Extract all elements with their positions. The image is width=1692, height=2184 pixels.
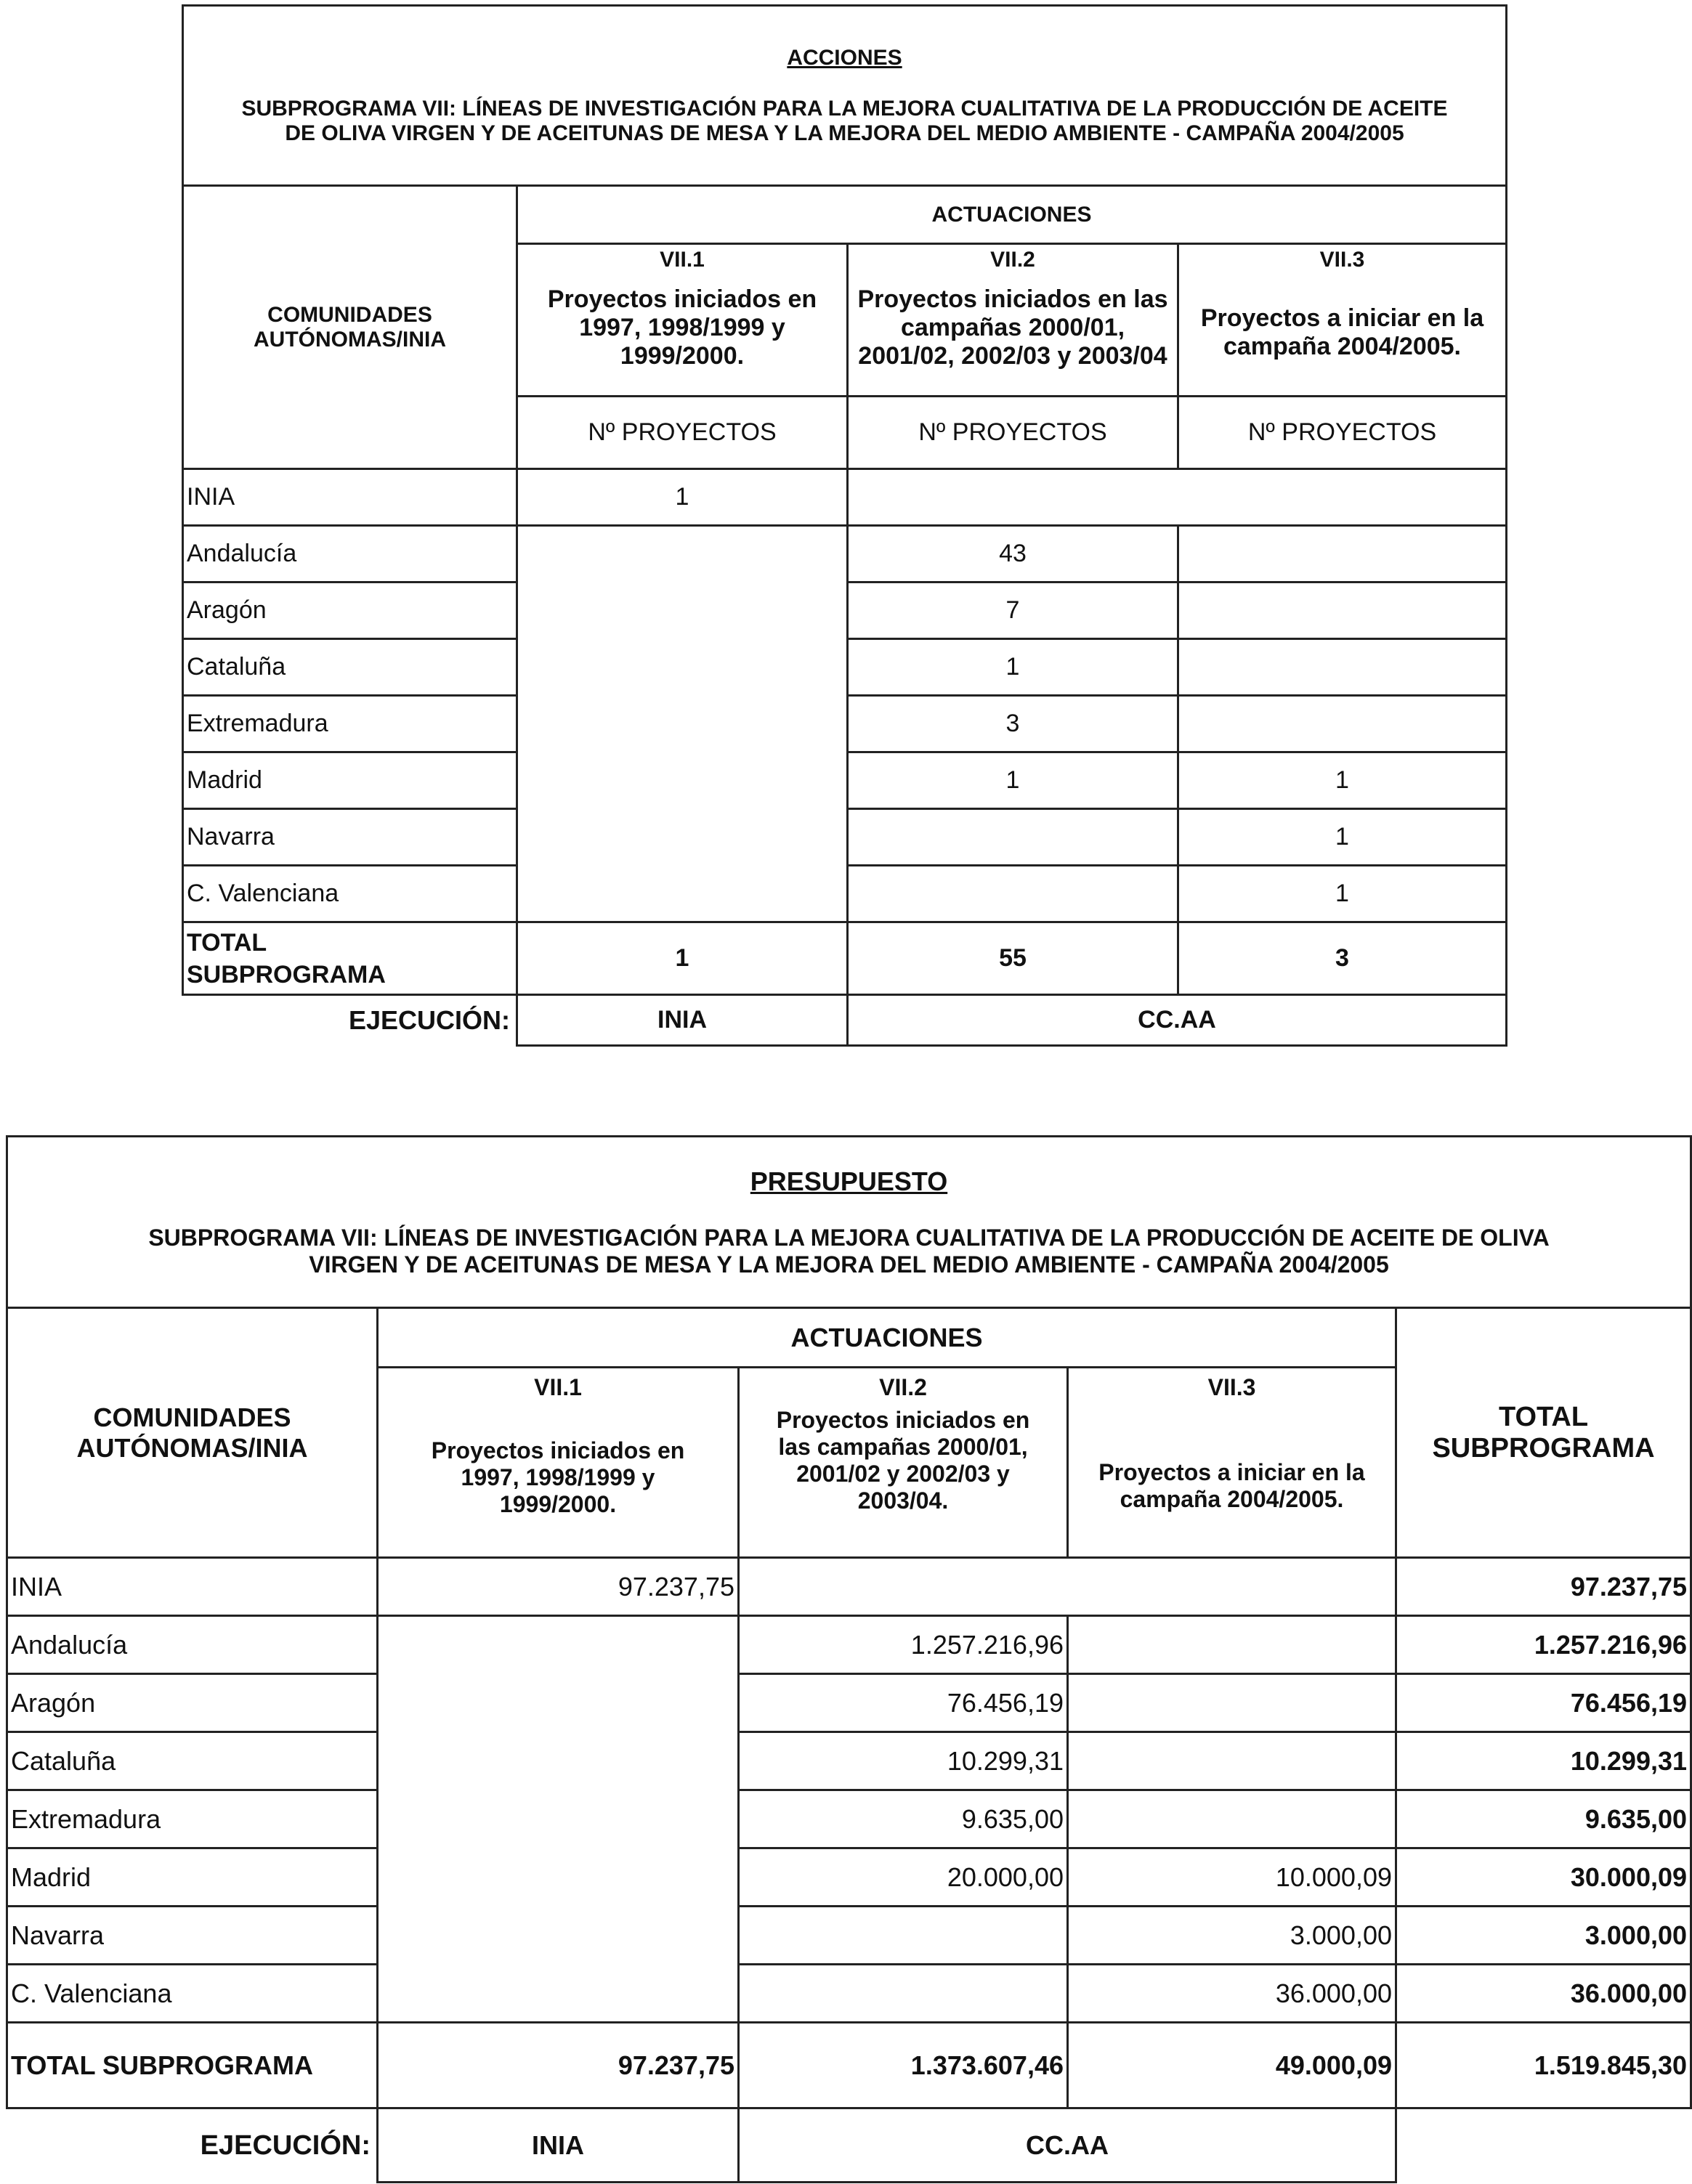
presupuesto-vii3-header bbox=[1068, 1368, 1396, 1558]
acciones-vii2-desc-l1: Proyectos iniciados en las bbox=[857, 285, 1168, 313]
row-value-vii3 bbox=[1178, 696, 1507, 752]
row-value-vii3: 3.000,00 bbox=[1068, 1907, 1396, 1965]
row-name: Andalucía bbox=[183, 526, 517, 582]
row-value-vii3 bbox=[1068, 1790, 1396, 1848]
row-name: Navarra bbox=[183, 809, 517, 866]
row-value-vii2: 1.257.216,96 bbox=[739, 1616, 1068, 1674]
acciones-vii1-code: VII.1 bbox=[660, 248, 705, 272]
acciones-region-header bbox=[183, 186, 517, 469]
ejecucion-inia: INIA bbox=[517, 995, 848, 1046]
total-vii3: 3 bbox=[1178, 922, 1507, 995]
ejecucion-label: EJECUCIÓN: bbox=[183, 995, 517, 1046]
presupuesto-region-header-l1: COMUNIDADES bbox=[93, 1402, 291, 1432]
acciones-vii1-unit: Nº PROYECTOS bbox=[517, 397, 848, 469]
row-name: Cataluña bbox=[7, 1732, 378, 1790]
ejecucion-inia: INIA bbox=[378, 2108, 739, 2183]
row-name: Madrid bbox=[7, 1848, 378, 1907]
row-total: 10.299,31 bbox=[1396, 1732, 1691, 1790]
acciones-vii2-desc-l2: campañas 2000/01, bbox=[900, 314, 1125, 341]
acciones-title-cell bbox=[183, 6, 1507, 186]
row-value-vii1: 1 bbox=[517, 469, 848, 526]
row-name: Navarra bbox=[7, 1907, 378, 1965]
presupuesto-subtitle-line1: SUBPROGRAMA VII: LÍNEAS DE INVESTIGACIÓN PARA LA MEJORA CUALITATIVA DE LA PRODUCCIÓN DE ACEITE DE OLIVA bbox=[148, 1224, 1550, 1251]
row-value-vii3 bbox=[1068, 1674, 1396, 1732]
row-value-vii2-vii3 bbox=[848, 469, 1507, 526]
row-name: Extremadura bbox=[183, 696, 517, 752]
presupuesto-vii2-desc-l2: las campañas 2000/01, bbox=[778, 1434, 1028, 1460]
row-value-vii3 bbox=[1178, 526, 1507, 582]
row-total: 1.257.216,96 bbox=[1396, 1616, 1691, 1674]
total-vii3: 49.000,09 bbox=[1068, 2023, 1396, 2108]
row-total: 30.000,09 bbox=[1396, 1848, 1691, 1907]
presupuesto-heading: PRESUPUESTO bbox=[750, 1166, 948, 1196]
row-value-vii3: 1 bbox=[1178, 866, 1507, 922]
row-value-vii1: 97.237,75 bbox=[378, 1558, 739, 1616]
acciones-vii2-header bbox=[848, 244, 1178, 397]
presupuesto-vii1-code: VII.1 bbox=[534, 1374, 582, 1400]
row-value-vii3: 1 bbox=[1178, 809, 1507, 866]
acciones-actuaciones-header: ACTUACIONES bbox=[517, 186, 1507, 244]
total-row bbox=[7, 2023, 1691, 2108]
table-row bbox=[7, 1674, 1691, 1732]
presupuesto-table bbox=[6, 1135, 1692, 2183]
table-row bbox=[7, 1558, 1691, 1616]
row-total: 3.000,00 bbox=[1396, 1907, 1691, 1965]
ejecucion-row bbox=[183, 995, 1507, 1046]
row-value-vii2: 1 bbox=[848, 639, 1178, 696]
ejecucion-blank bbox=[1396, 2108, 1691, 2183]
total-vii1: 97.237,75 bbox=[378, 2023, 739, 2108]
ejecucion-row bbox=[7, 2108, 1691, 2183]
presupuesto-vii3-desc-l2: campaña 2004/2005. bbox=[1120, 1486, 1344, 1512]
ejecucion-ccaa: CC.AA bbox=[848, 995, 1507, 1046]
presupuesto-vii2-code: VII.2 bbox=[879, 1374, 927, 1400]
total-label-l1: TOTAL bbox=[187, 928, 267, 957]
acciones-vii3-code: VII.3 bbox=[1319, 248, 1365, 272]
row-value-vii2: 76.456,19 bbox=[739, 1674, 1068, 1732]
ejecucion-label: EJECUCIÓN: bbox=[7, 2108, 378, 2183]
row-total: 36.000,00 bbox=[1396, 1965, 1691, 2023]
acciones-vii1-desc-l3: 1999/2000. bbox=[620, 342, 745, 370]
acciones-vii3-header bbox=[1178, 244, 1507, 397]
row-value-vii2 bbox=[848, 866, 1178, 922]
total-vii1: 1 bbox=[517, 922, 848, 995]
table-row bbox=[7, 1790, 1691, 1848]
row-total: 97.237,75 bbox=[1396, 1558, 1691, 1616]
presupuesto-region-header-l2: AUTÓNOMAS/INIA bbox=[76, 1432, 308, 1463]
ejecucion-ccaa: CC.AA bbox=[739, 2108, 1396, 2183]
row-total: 76.456,19 bbox=[1396, 1674, 1691, 1732]
total-vii2: 55 bbox=[848, 922, 1178, 995]
row-name: Madrid bbox=[183, 752, 517, 809]
total-label-l2: SUBPROGRAMA bbox=[187, 960, 386, 989]
presupuesto-total-header-l2: SUBPROGRAMA bbox=[1432, 1432, 1655, 1464]
row-name: C. Valenciana bbox=[183, 866, 517, 922]
acciones-vii1-desc-l2: 1997, 1998/1999 y bbox=[579, 314, 785, 341]
presupuesto-vii1-desc-l2: 1997, 1998/1999 y bbox=[461, 1464, 655, 1490]
row-value-vii1-merged bbox=[378, 1616, 739, 2023]
presupuesto-vii2-header bbox=[739, 1368, 1068, 1558]
row-value-vii1-merged bbox=[517, 526, 848, 922]
total-label bbox=[183, 922, 517, 995]
row-value-vii2 bbox=[739, 1965, 1068, 2023]
row-value-vii2 bbox=[739, 1907, 1068, 1965]
row-value-vii3 bbox=[1178, 639, 1507, 696]
acciones-subtitle-line2: DE OLIVA VIRGEN Y DE ACEITUNAS DE MESA Y LA MEJORA DEL MEDIO AMBIENTE - CAMPAÑA 2004/2005 bbox=[285, 121, 1404, 145]
acciones-subtitle-line1: SUBPROGRAMA VII: LÍNEAS DE INVESTIGACIÓN PARA LA MEJORA CUALITATIVA DE LA PRODUCCIÓN DE ACEITE bbox=[241, 96, 1448, 121]
row-name: Aragón bbox=[183, 582, 517, 639]
presupuesto-title-cell bbox=[7, 1137, 1691, 1308]
table-row bbox=[7, 1907, 1691, 1965]
presupuesto-vii1-header bbox=[378, 1368, 739, 1558]
acciones-vii3-desc-l1: Proyectos a iniciar en la bbox=[1200, 304, 1484, 332]
presupuesto-vii1-desc-l3: 1999/2000. bbox=[499, 1491, 617, 1517]
total-row bbox=[183, 922, 1507, 995]
row-name: Extremadura bbox=[7, 1790, 378, 1848]
row-value-vii3 bbox=[1068, 1732, 1396, 1790]
row-value-vii2-vii3 bbox=[739, 1558, 1396, 1616]
presupuesto-total-header bbox=[1396, 1308, 1691, 1558]
table-row bbox=[7, 1965, 1691, 2023]
presupuesto-subtitle-line2: VIRGEN Y DE ACEITUNAS DE MESA Y LA MEJORA DEL MEDIO AMBIENTE - CAMPAÑA 2004/2005 bbox=[309, 1251, 1389, 1278]
row-value-vii3: 10.000,09 bbox=[1068, 1848, 1396, 1907]
acciones-vii3-desc-l2: campaña 2004/2005. bbox=[1223, 333, 1462, 360]
row-name: INIA bbox=[7, 1558, 378, 1616]
acciones-vii1-header bbox=[517, 244, 848, 397]
row-name: Cataluña bbox=[183, 639, 517, 696]
total-vii2: 1.373.607,46 bbox=[739, 2023, 1068, 2108]
presupuesto-vii1-desc-l1: Proyectos iniciados en bbox=[431, 1437, 685, 1464]
row-value-vii2: 7 bbox=[848, 582, 1178, 639]
total-all: 1.519.845,30 bbox=[1396, 2023, 1691, 2108]
acciones-vii3-unit: Nº PROYECTOS bbox=[1178, 397, 1507, 469]
table-row bbox=[183, 526, 1507, 582]
row-value-vii3 bbox=[1068, 1616, 1396, 1674]
table-row bbox=[7, 1848, 1691, 1907]
acciones-vii2-unit: Nº PROYECTOS bbox=[848, 397, 1178, 469]
row-value-vii2: 1 bbox=[848, 752, 1178, 809]
acciones-heading: ACCIONES bbox=[787, 45, 902, 70]
row-value-vii2 bbox=[848, 809, 1178, 866]
row-value-vii2: 20.000,00 bbox=[739, 1848, 1068, 1907]
presupuesto-vii2-desc-l1: Proyectos iniciados en bbox=[776, 1407, 1030, 1433]
table-row bbox=[7, 1616, 1691, 1674]
table-row bbox=[7, 1732, 1691, 1790]
row-value-vii3: 1 bbox=[1178, 752, 1507, 809]
row-value-vii3: 36.000,00 bbox=[1068, 1965, 1396, 2023]
acciones-table bbox=[182, 4, 1507, 1047]
row-value-vii2: 10.299,31 bbox=[739, 1732, 1068, 1790]
row-name: Andalucía bbox=[7, 1616, 378, 1674]
row-value-vii2: 9.635,00 bbox=[739, 1790, 1068, 1848]
total-label: TOTAL SUBPROGRAMA bbox=[7, 2023, 378, 2108]
presupuesto-actuaciones-header: ACTUACIONES bbox=[378, 1308, 1396, 1368]
acciones-region-header-l2: AUTÓNOMAS/INIA bbox=[254, 327, 446, 352]
row-name: Aragón bbox=[7, 1674, 378, 1732]
row-value-vii2: 43 bbox=[848, 526, 1178, 582]
presupuesto-vii2-desc-l4: 2003/04. bbox=[857, 1487, 949, 1514]
acciones-vii2-desc-l3: 2001/02, 2002/03 y 2003/04 bbox=[858, 342, 1167, 370]
acciones-region-header-l1: COMUNIDADES bbox=[267, 302, 432, 327]
presupuesto-vii2-desc-l3: 2001/02 y 2002/03 y bbox=[796, 1461, 1010, 1487]
acciones-vii1-desc-l1: Proyectos iniciados en bbox=[547, 285, 817, 313]
presupuesto-region-header bbox=[7, 1308, 378, 1558]
table-row bbox=[183, 469, 1507, 526]
row-name: C. Valenciana bbox=[7, 1965, 378, 2023]
presupuesto-total-header-l1: TOTAL bbox=[1498, 1401, 1589, 1432]
acciones-vii2-code: VII.2 bbox=[990, 248, 1035, 272]
presupuesto-vii3-code: VII.3 bbox=[1207, 1374, 1256, 1400]
row-total: 9.635,00 bbox=[1396, 1790, 1691, 1848]
row-value-vii3 bbox=[1178, 582, 1507, 639]
presupuesto-vii3-desc-l1: Proyectos a iniciar en la bbox=[1098, 1459, 1365, 1485]
row-name: INIA bbox=[183, 469, 517, 526]
row-value-vii2: 3 bbox=[848, 696, 1178, 752]
